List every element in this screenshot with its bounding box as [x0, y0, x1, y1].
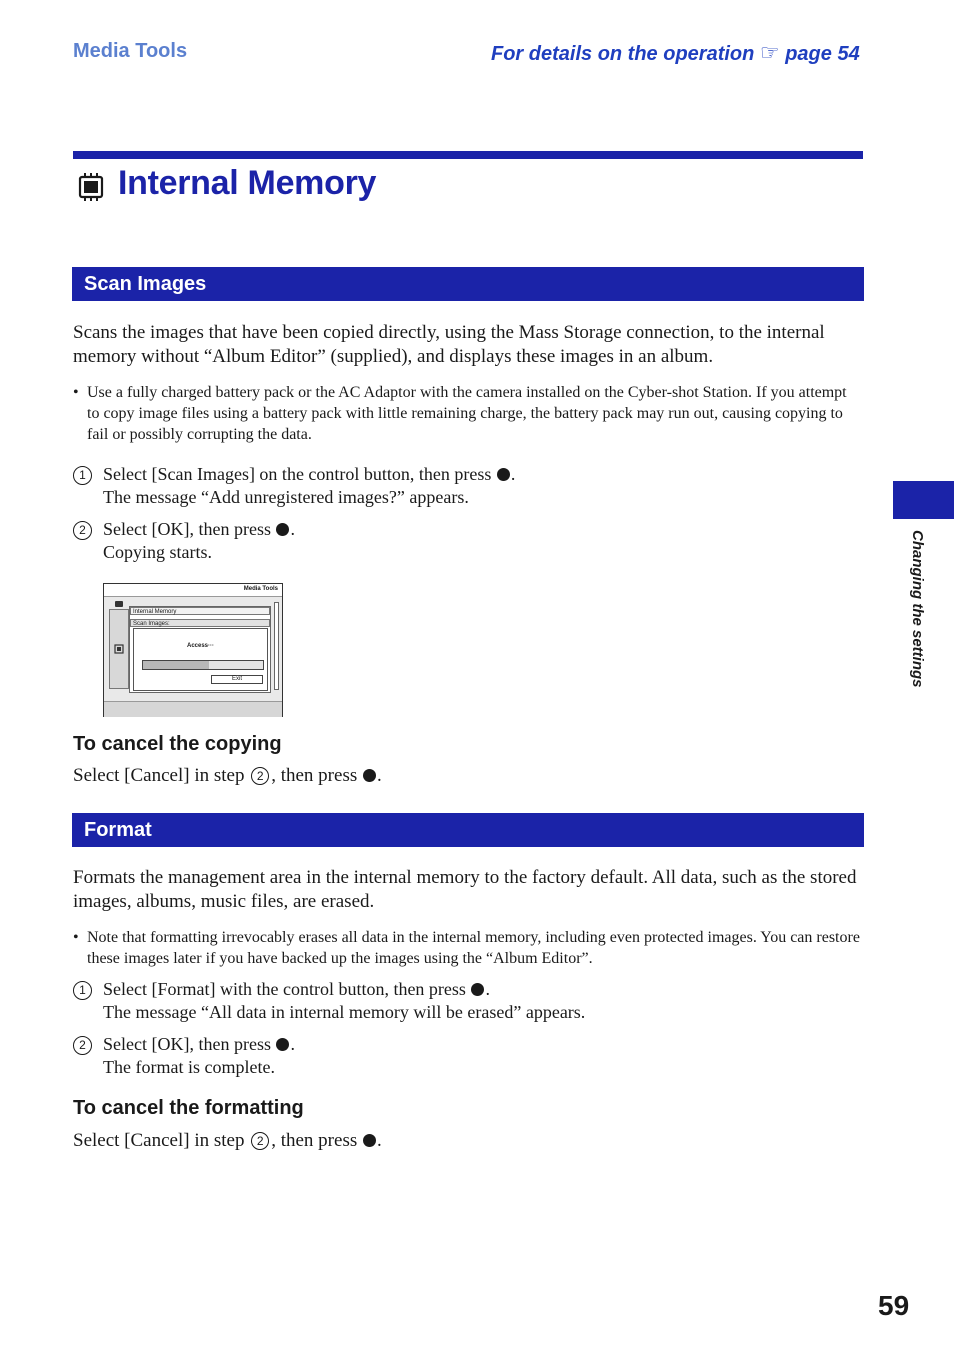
progress-fill	[143, 661, 209, 669]
scan-note	[73, 382, 863, 445]
bullet: •	[73, 929, 79, 946]
dialog-body	[133, 628, 268, 691]
step-result: The message “All data in internal memory will be erased” appears.	[103, 1002, 586, 1022]
step-result: The message “Add unregistered images?” appears.	[103, 487, 469, 507]
cancel-formatting-text	[73, 1129, 863, 1153]
header-section: Media Tools	[73, 40, 188, 62]
step-text: Select [OK], then press	[103, 519, 271, 539]
progress-bar	[142, 660, 264, 670]
center-button-icon	[276, 1038, 289, 1051]
screen-top-label: Media Tools	[243, 586, 278, 592]
dialog-title: Internal Memory	[130, 607, 270, 615]
format-intro: Formats the management area in the internal memory to the factory default. All data, such as the stored images, albums, music files, are erased.	[73, 867, 857, 912]
reference-text: For details on the operation	[491, 43, 755, 65]
scan-images-heading: Scan Images	[72, 267, 864, 301]
page-number: 59	[878, 1290, 910, 1321]
screen-side-panel	[109, 609, 129, 689]
step-number: 1	[73, 981, 92, 1000]
screen-scrollbar	[274, 602, 279, 690]
screen-bottom-bar	[104, 701, 282, 717]
format-heading: Format	[72, 813, 864, 847]
center-button-icon	[276, 523, 289, 536]
step-text: Select [Scan Images] on the control button, then press	[103, 464, 492, 484]
format-step-1	[73, 978, 853, 1024]
cancel-text: Select [Cancel] in step	[73, 1130, 245, 1151]
step-number: 2	[73, 521, 92, 540]
step-end: .	[510, 464, 516, 484]
scan-step-1	[73, 463, 853, 509]
exit-button[interactable]: Exit	[211, 675, 263, 684]
header-reference	[491, 40, 860, 66]
center-button-icon	[363, 769, 376, 782]
screen-top-bar	[104, 584, 282, 597]
page-title: Internal Memory	[118, 164, 377, 202]
step-number: 2	[73, 1036, 92, 1055]
dialog-subtitle: Scan Images:	[130, 619, 270, 627]
bullet: •	[73, 384, 79, 401]
cancel-text-post: , then press	[271, 1130, 358, 1151]
step-ref-number: 2	[251, 767, 269, 785]
center-button-icon	[363, 1134, 376, 1147]
step-text: Select [OK], then press	[103, 1034, 271, 1054]
step-result: Copying starts.	[103, 542, 213, 562]
internal-memory-icon	[76, 172, 106, 202]
reference-page: page 54	[785, 43, 860, 65]
step-text: Select [Format] with the control button, then press	[103, 979, 466, 999]
dialog-status: Access···	[187, 643, 215, 649]
camera-mode-icon	[115, 600, 123, 607]
pointing-hand-icon: ☞	[759, 40, 780, 65]
memory-chip-icon	[114, 644, 124, 654]
screen-dialog	[129, 606, 271, 693]
title-rule	[73, 151, 863, 159]
step-number: 1	[73, 466, 92, 485]
step-end: .	[485, 979, 490, 999]
chapter-label: Changing the settings	[909, 530, 926, 688]
cancel-formatting-heading: To cancel the formatting	[73, 1097, 304, 1119]
cancel-text: Select [Cancel] in step	[73, 765, 245, 786]
chapter-tab	[893, 481, 954, 519]
scan-step-2	[73, 518, 853, 564]
step-result: The format is complete.	[103, 1057, 275, 1077]
cancel-end: .	[376, 1130, 382, 1151]
scan-note-text: Use a fully charged battery pack or the AC Adaptor with the camera installed on the Cyber-shot Station. If you attempt to copy image files using a battery pack with little remaining charge, the battery pack may run out, causing copying to fail or possibly corrupting the data.	[87, 384, 847, 443]
cancel-copying-text	[73, 764, 863, 788]
cancel-end: .	[376, 765, 382, 786]
format-step-2	[73, 1033, 853, 1079]
center-button-icon	[471, 983, 484, 996]
center-button-icon	[497, 468, 510, 481]
camera-screen-illustration	[103, 583, 283, 717]
step-ref-number: 2	[251, 1132, 269, 1150]
scan-intro: Scans the images that have been copied directly, using the Mass Storage connection, to the internal memory without “Album Editor” (supplied), and displays these images in an album.	[73, 322, 825, 367]
format-note	[73, 927, 863, 969]
step-end: .	[290, 519, 295, 539]
cancel-text-post: , then press	[271, 765, 358, 786]
cancel-copying-heading: To cancel the copying	[73, 733, 282, 755]
step-end: .	[290, 1034, 295, 1054]
format-note-text: Note that formatting irrevocably erases all data in the internal memory, including even protected images. You can restore these images later if you have backed up the images using the “Album Editor”.	[87, 929, 860, 967]
